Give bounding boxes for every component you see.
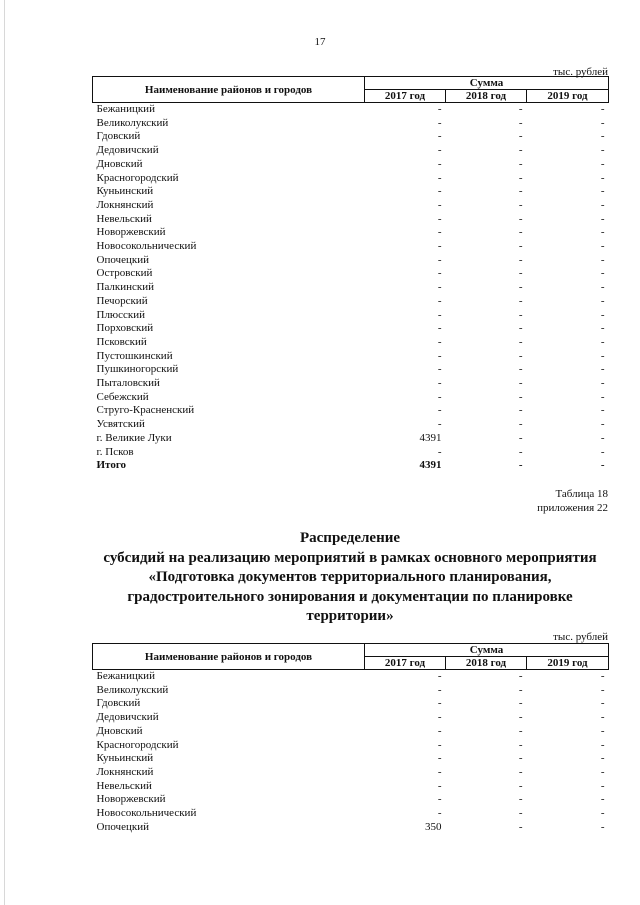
sum-cell: - [600, 144, 605, 157]
district-name: Дновский [96, 157, 143, 170]
sum-cell: - [600, 281, 605, 294]
sum-cell: - [518, 103, 523, 115]
sum-cell: - [600, 294, 605, 307]
total-cell: 4391 [419, 459, 442, 472]
district-name: Порховский [96, 322, 154, 335]
sum-cell: - [437, 253, 442, 266]
table-row [93, 336, 609, 350]
district-name: Палкинский [96, 281, 155, 294]
title-line-3: «Подготовка документов территориального планирования, [148, 569, 552, 585]
sum-cell: - [437, 308, 442, 321]
title-line-4: градостроительного зонирования и документации по планировке [127, 588, 573, 605]
sum-cell: - [600, 697, 605, 710]
district-name: Куньинский [96, 185, 154, 198]
sum-cell: - [518, 308, 523, 321]
district-name: Новосокольнический [96, 240, 197, 253]
district-name: Усвятский [96, 418, 145, 431]
sum-cell: - [437, 103, 442, 115]
sum-cell: - [518, 404, 523, 417]
sum-cell: - [518, 240, 523, 253]
table2-year-header-2019: 2019 год [527, 657, 609, 670]
sum-cell: - [437, 752, 442, 765]
sum-cell: - [518, 267, 523, 280]
district-name: Новоржевский [96, 226, 166, 239]
title-line-5: территории» [306, 608, 394, 624]
sum-cell: - [518, 253, 523, 266]
district-name: Пушкиногорский [96, 363, 179, 376]
table-row [93, 391, 609, 405]
sum-cell: - [518, 431, 523, 444]
district-name: Куньинский [96, 752, 154, 765]
sum-cell: - [437, 212, 442, 225]
sum-cell: - [518, 130, 523, 143]
table-row [93, 309, 609, 323]
sum-cell: - [600, 212, 605, 225]
sum-cell: - [600, 724, 605, 737]
total-label: Итого [96, 459, 127, 472]
sum-cell: - [600, 431, 605, 444]
district-name: Дновский [96, 724, 143, 737]
district-name: Себежский [96, 390, 149, 403]
sum-cell: - [437, 807, 442, 820]
sum-cell: - [437, 335, 442, 348]
sum-cell: - [600, 322, 605, 335]
table-row [93, 117, 609, 131]
table-row [93, 418, 609, 432]
district-name: Опочецкий [96, 253, 149, 266]
sum-cell: - [600, 738, 605, 751]
district-name: Новоржевский [96, 793, 166, 806]
sum-cell: - [600, 226, 605, 239]
sum-cell: - [437, 267, 442, 280]
table-number: Таблица 18 [555, 488, 608, 500]
table-row [93, 697, 609, 711]
table-row [93, 267, 609, 281]
sum-cell: - [600, 240, 605, 253]
sum-cell: - [437, 157, 442, 170]
sum-cell: - [600, 130, 605, 143]
page-number: 17 [314, 36, 326, 48]
sum-cell: - [518, 294, 523, 307]
district-name: Псковский [96, 335, 147, 348]
district-name: г. Псков [96, 445, 134, 458]
sum-cell: - [437, 130, 442, 143]
sum-cell: - [518, 157, 523, 170]
district-name: Красногородский [96, 738, 179, 751]
sum-cell: - [437, 779, 442, 792]
table2-sum-header: Сумма [365, 644, 609, 657]
table-row [93, 432, 609, 446]
table-row [93, 295, 609, 309]
district-name: Невельский [96, 212, 152, 225]
sum-cell: - [600, 807, 605, 820]
sum-cell: - [437, 198, 442, 211]
appendix-reference: приложения 22 [537, 502, 608, 514]
table-row [93, 240, 609, 254]
sum-cell: - [437, 683, 442, 696]
table-row [93, 226, 609, 240]
sum-cell: - [518, 144, 523, 157]
sum-cell: - [518, 185, 523, 198]
sum-cell: - [518, 807, 523, 820]
table-row [93, 766, 609, 780]
table1-year-header-2018: 2018 год [446, 90, 527, 103]
sum-cell: - [437, 765, 442, 778]
sum-cell: - [600, 253, 605, 266]
table-row [93, 350, 609, 364]
table-row [93, 144, 609, 158]
sum-cell: - [518, 418, 523, 431]
scan-margin-line [4, 0, 5, 905]
table-row [93, 711, 609, 725]
sum-cell: - [600, 404, 605, 417]
table-row [93, 158, 609, 172]
sum-cell: - [518, 226, 523, 239]
table-row [93, 377, 609, 391]
sum-cell: - [437, 738, 442, 751]
sum-cell: - [518, 752, 523, 765]
table-row [93, 739, 609, 753]
district-name: Локнянский [96, 198, 154, 211]
sum-cell: - [518, 322, 523, 335]
district-name: г. Великие Луки [96, 431, 172, 444]
table1-body [93, 103, 609, 473]
sum-cell: - [518, 697, 523, 710]
sum-cell: - [600, 377, 605, 390]
sum-cell: - [600, 752, 605, 765]
sum-cell: - [518, 212, 523, 225]
table-row [93, 172, 609, 186]
district-name: Струго-Красненский [96, 404, 195, 417]
table2 [92, 643, 609, 834]
total-row [93, 459, 609, 473]
sum-cell: - [600, 820, 605, 833]
district-name: Гдовский [96, 130, 141, 143]
sum-cell: - [437, 226, 442, 239]
table-row [93, 322, 609, 336]
sum-cell: - [518, 116, 523, 129]
sum-cell: - [437, 377, 442, 390]
district-name: Дедовичский [96, 711, 159, 724]
table1 [92, 76, 609, 473]
sum-cell: - [518, 445, 523, 458]
sum-cell: - [518, 820, 523, 833]
sum-cell: - [600, 711, 605, 724]
sum-cell: - [600, 103, 605, 115]
sum-cell: - [518, 281, 523, 294]
sum-cell: - [518, 363, 523, 376]
sum-cell: - [518, 377, 523, 390]
table-row [93, 404, 609, 418]
district-name: Дедовичский [96, 144, 159, 157]
sum-cell: - [518, 198, 523, 211]
sum-cell: - [437, 793, 442, 806]
title-line-2: субсидий на реализацию мероприятий в рамках основного мероприятия [103, 549, 597, 566]
sum-cell: - [600, 349, 605, 362]
sum-cell: - [600, 335, 605, 348]
total-cell: - [518, 459, 523, 472]
table1-year-header-2017: 2017 год [365, 90, 446, 103]
sum-cell: - [600, 185, 605, 198]
total-cell: - [600, 459, 605, 472]
table-row [93, 684, 609, 698]
sum-cell: - [437, 349, 442, 362]
sum-cell: 350 [425, 820, 442, 833]
sum-cell: - [437, 281, 442, 294]
table-caption [537, 487, 608, 515]
table-row [93, 446, 609, 460]
district-name: Опочецкий [96, 820, 149, 833]
table2-name-header: Наименование районов и городов [93, 644, 365, 670]
district-name: Пустошкинский [96, 349, 173, 362]
sum-cell: - [437, 116, 442, 129]
sum-cell: - [437, 445, 442, 458]
table2-units: тыс. рублей [553, 631, 608, 643]
sum-cell: - [600, 418, 605, 431]
district-name: Островский [96, 267, 153, 280]
district-name: Невельский [96, 779, 152, 792]
sum-cell: - [600, 308, 605, 321]
sum-cell: - [600, 793, 605, 806]
sum-cell: - [518, 683, 523, 696]
table-row [93, 103, 609, 117]
table2-year-header-2017: 2017 год [365, 657, 446, 670]
section-title [60, 529, 640, 627]
sum-cell: - [437, 322, 442, 335]
sum-cell: - [437, 363, 442, 376]
district-name: Печорский [96, 294, 148, 307]
sum-cell: - [437, 171, 442, 184]
table-row [93, 254, 609, 268]
sum-cell: - [518, 793, 523, 806]
sum-cell: - [437, 240, 442, 253]
sum-cell: - [518, 670, 523, 682]
sum-cell: - [518, 335, 523, 348]
district-name: Гдовский [96, 697, 141, 710]
sum-cell: - [437, 724, 442, 737]
sum-cell: - [518, 171, 523, 184]
sum-cell: - [518, 765, 523, 778]
table1-sum-header: Сумма [365, 77, 609, 90]
district-name: Красногородский [96, 171, 179, 184]
sum-cell: - [600, 390, 605, 403]
sum-cell: - [437, 404, 442, 417]
table-row [93, 213, 609, 227]
sum-cell: - [518, 349, 523, 362]
table-row [93, 821, 609, 835]
sum-cell: - [600, 363, 605, 376]
table1-units: тыс. рублей [553, 66, 608, 78]
sum-cell: - [437, 185, 442, 198]
table-row [93, 363, 609, 377]
title-line-1: Распределение [299, 530, 401, 546]
sum-cell: - [518, 711, 523, 724]
district-name: Плюсский [96, 308, 146, 321]
district-name: Бежаницкий [96, 670, 155, 682]
table-row [93, 281, 609, 295]
sum-cell: - [437, 711, 442, 724]
sum-cell: - [518, 738, 523, 751]
sum-cell: - [600, 779, 605, 792]
sum-cell: - [600, 267, 605, 280]
sum-cell: - [600, 157, 605, 170]
sum-cell: - [600, 670, 605, 682]
sum-cell: - [518, 724, 523, 737]
table-row [93, 670, 609, 684]
sum-cell: - [600, 765, 605, 778]
table1-name-header: Наименование районов и городов [93, 77, 365, 103]
table-row [93, 793, 609, 807]
table-row [93, 752, 609, 766]
district-name: Новосокольнический [96, 807, 197, 820]
table2-year-header-2018: 2018 год [446, 657, 527, 670]
sum-cell: - [600, 171, 605, 184]
sum-cell: - [518, 779, 523, 792]
district-name: Пыталовский [96, 377, 160, 390]
sum-cell: - [600, 683, 605, 696]
sum-cell: - [437, 144, 442, 157]
table2-body [93, 670, 609, 835]
sum-cell: - [600, 116, 605, 129]
sum-cell: - [437, 418, 442, 431]
table-row [93, 780, 609, 794]
district-name: Великолукский [96, 683, 169, 696]
table1-year-header-2019: 2019 год [527, 90, 609, 103]
sum-cell: - [437, 390, 442, 403]
table-row [93, 807, 609, 821]
sum-cell: - [437, 670, 442, 682]
table-row [93, 725, 609, 739]
sum-cell: - [600, 198, 605, 211]
sum-cell: 4391 [419, 431, 442, 444]
table-row [93, 130, 609, 144]
sum-cell: - [437, 697, 442, 710]
sum-cell: - [437, 294, 442, 307]
table-row [93, 185, 609, 199]
sum-cell: - [600, 445, 605, 458]
sum-cell: - [518, 390, 523, 403]
district-name: Локнянский [96, 765, 154, 778]
table-row [93, 199, 609, 213]
district-name: Бежаницкий [96, 103, 155, 115]
district-name: Великолукский [96, 116, 169, 129]
